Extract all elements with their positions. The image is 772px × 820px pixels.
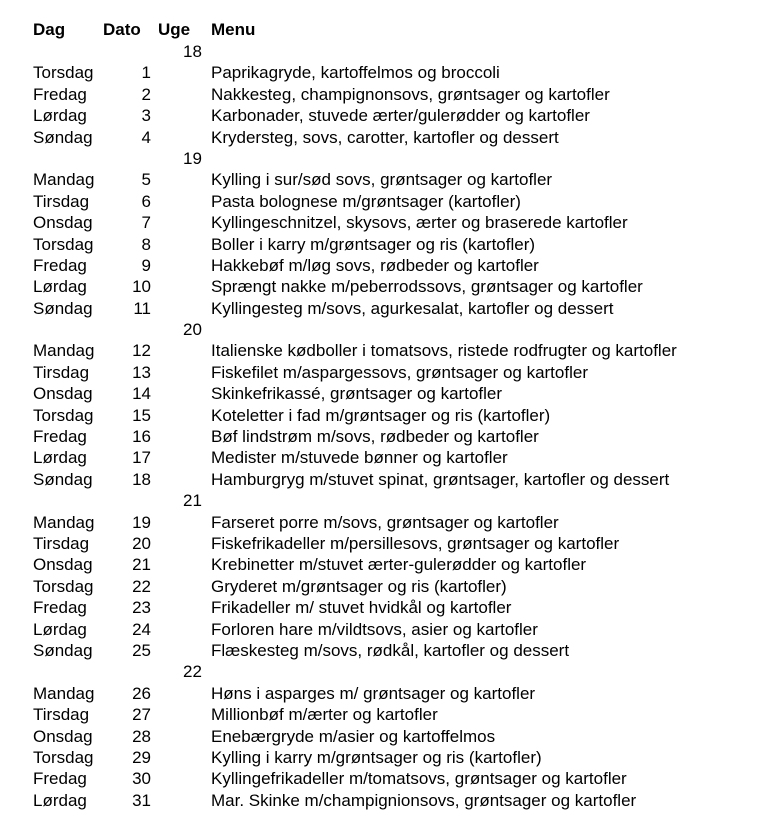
menu-text: Gryderet m/grøntsager og ris (kartofler) (211, 576, 507, 596)
menu-text: Sprængt nakke m/peberrodssovs, grøntsager og kartofler (211, 277, 643, 297)
menu-text: Kyllingefrikadeller m/tomatsovs, grøntsager og kartofler (211, 769, 627, 789)
date-number: 11 (133, 298, 151, 318)
day-name: Lørdag (33, 106, 87, 126)
date-number: 27 (132, 705, 151, 725)
menu-row (0, 84, 772, 105)
menu-text: Enebærgryde m/asier og kartoffelmos (211, 726, 496, 746)
date-number: 12 (132, 341, 151, 361)
day-name: Fredag (33, 427, 87, 447)
menu-text: Pasta bolognese m/grøntsager (kartofler) (211, 191, 521, 211)
week-number: 20 (183, 320, 202, 340)
week-number: 19 (183, 148, 202, 168)
day-name: Tirsdag (33, 191, 90, 211)
menu-text: Kylling i sur/sød sovs, grøntsager og kartofler (211, 170, 553, 190)
day-name: Søndag (33, 298, 93, 318)
menu-text: Frikadeller m/ stuvet hvidkål og kartofler (211, 598, 512, 618)
menu-text: Farseret porre m/sovs, grøntsager og kartofler (211, 512, 559, 532)
day-name: Onsdag (33, 555, 93, 575)
day-name: Fredag (33, 84, 87, 104)
menu-row (0, 105, 772, 126)
day-name: Fredag (33, 598, 87, 618)
week-row (0, 319, 772, 340)
menu-row (0, 768, 772, 789)
date-number: 9 (141, 255, 151, 275)
menu-text: Fiskefrikadeller m/persillesovs, grøntsager og kartofler (211, 533, 620, 553)
menu-text: Italienske kødboller i tomatsovs, ristede rodfrugter og kartofler (211, 341, 677, 361)
menu-text: Medister m/stuvede bønner og kartofler (211, 448, 508, 468)
header-menu: Menu (211, 20, 256, 39)
week-row (0, 490, 772, 511)
menu-text: Kyllingeschnitzel, skysovs, ærter og braserede kartofler (211, 213, 628, 233)
menu-text: Hakkebøf m/løg sovs, rødbeder og kartofler (211, 255, 539, 275)
date-number: 13 (132, 362, 151, 382)
menu-text: Krydersteg, sovs, carotter, kartofler og dessert (211, 127, 559, 147)
menu-row (0, 576, 772, 597)
date-number: 26 (132, 683, 151, 703)
day-name: Lørdag (33, 619, 87, 639)
day-name: Tirsdag (33, 533, 90, 553)
date-number: 20 (132, 533, 151, 553)
menu-row (0, 405, 772, 426)
date-number: 28 (132, 726, 151, 746)
day-name: Fredag (33, 255, 87, 275)
menu-text: Boller i karry m/grøntsager og ris (kartofler) (211, 234, 536, 254)
menu-row (0, 747, 772, 768)
menu-row (0, 340, 772, 361)
header-dato: Dato (103, 20, 141, 39)
menu-text: Krebinetter m/stuvet ærter-gulerødder og kartofler (211, 555, 587, 575)
day-name: Mandag (33, 512, 95, 532)
date-number: 5 (141, 170, 151, 190)
date-number: 17 (132, 448, 151, 468)
date-number: 21 (132, 555, 151, 575)
day-name: Mandag (33, 170, 95, 190)
date-number: 15 (132, 405, 151, 425)
menu-row (0, 426, 772, 447)
menu-row (0, 726, 772, 747)
day-name: Mandag (33, 683, 95, 703)
menu-row (0, 362, 772, 383)
day-name: Torsdag (33, 576, 94, 596)
week-number: 22 (183, 662, 202, 682)
day-name: Lørdag (33, 448, 87, 468)
day-name: Onsdag (33, 726, 93, 746)
menu-row (0, 255, 772, 276)
menu-row (0, 276, 772, 297)
day-name: Torsdag (33, 234, 94, 254)
menu-table (0, 41, 772, 811)
date-number: 10 (132, 277, 151, 297)
menu-text: Forloren hare m/vildtsovs, asier og kartofler (211, 619, 538, 639)
menu-text: Hamburgryg m/stuvet spinat, grøntsager, kartofler og dessert (211, 469, 670, 489)
menu-row (0, 212, 772, 233)
menu-text: Kylling i karry m/grøntsager og ris (kartofler) (211, 747, 542, 767)
day-name: Mandag (33, 341, 95, 361)
day-name: Søndag (33, 640, 93, 660)
menu-row (0, 597, 772, 618)
date-number: 14 (132, 384, 151, 404)
menu-row (0, 704, 772, 725)
week-row (0, 661, 772, 682)
date-number: 6 (141, 191, 151, 211)
week-row (0, 41, 772, 62)
menu-row (0, 619, 772, 640)
day-name: Onsdag (33, 384, 93, 404)
menu-text: Skinkefrikassé, grøntsager og kartofler (211, 384, 503, 404)
menu-text: Nakkesteg, champignonsovs, grøntsager og kartofler (211, 84, 610, 104)
date-number: 19 (132, 512, 151, 532)
date-number: 4 (141, 127, 151, 147)
week-number: 21 (183, 491, 202, 511)
day-name: Torsdag (33, 405, 94, 425)
menu-text: Paprikagryde, kartoffelmos og broccoli (211, 63, 500, 83)
menu-text: Fiskefilet m/aspargessovs, grøntsager og kartofler (211, 362, 588, 382)
menu-text: Bøf lindstrøm m/sovs, rødbeder og kartofler (211, 427, 539, 447)
day-name: Fredag (33, 769, 87, 789)
date-number: 24 (132, 619, 151, 639)
menu-text: Koteletter i fad m/grøntsager og ris (kartofler) (211, 405, 551, 425)
day-name: Onsdag (33, 213, 93, 233)
date-number: 3 (141, 106, 151, 126)
menu-row (0, 512, 772, 533)
menu-row (0, 298, 772, 319)
date-number: 7 (141, 213, 151, 233)
date-number: 23 (132, 598, 151, 618)
date-number: 25 (132, 640, 151, 660)
menu-row (0, 127, 772, 148)
menu-row (0, 234, 772, 255)
menu-row (0, 683, 772, 704)
date-number: 18 (132, 469, 151, 489)
date-number: 30 (132, 769, 151, 789)
day-name: Torsdag (33, 63, 94, 83)
day-name: Søndag (33, 127, 93, 147)
week-row (0, 148, 772, 169)
menu-row (0, 383, 772, 404)
day-name: Lørdag (33, 277, 87, 297)
date-number: 2 (141, 84, 151, 104)
menu-row (0, 554, 772, 575)
date-number: 1 (141, 63, 151, 83)
menu-row (0, 62, 772, 83)
day-name: Lørdag (33, 790, 87, 810)
day-name: Tirsdag (33, 705, 90, 725)
header-uge: Uge (158, 20, 191, 39)
menu-row (0, 447, 772, 468)
day-name: Søndag (33, 469, 93, 489)
menu-text: Millionbøf m/ærter og kartofler (211, 705, 438, 725)
menu-text: Høns i asparges m/ grøntsager og kartofler (211, 683, 536, 703)
menu-row (0, 790, 772, 811)
day-name: Tirsdag (33, 362, 90, 382)
menu-row (0, 533, 772, 554)
date-number: 31 (132, 790, 151, 810)
menu-row (0, 191, 772, 212)
menu-row (0, 469, 772, 490)
menu-row (0, 640, 772, 661)
date-number: 8 (141, 234, 151, 254)
menu-text: Kyllingesteg m/sovs, agurkesalat, kartofler og dessert (211, 298, 614, 318)
menu-text: Mar. Skinke m/champignionsovs, grøntsager og kartofler (211, 790, 637, 810)
menu-text: Flæskesteg m/sovs, rødkål, kartofler og dessert (211, 640, 570, 660)
date-number: 16 (132, 427, 151, 447)
date-number: 29 (132, 747, 151, 767)
menu-text: Karbonader, stuvede ærter/gulerødder og kartofler (211, 106, 590, 126)
week-number: 18 (183, 42, 202, 61)
day-name: Torsdag (33, 747, 94, 767)
date-number: 22 (132, 576, 151, 596)
header-dag: Dag (33, 20, 66, 39)
menu-row (0, 169, 772, 190)
